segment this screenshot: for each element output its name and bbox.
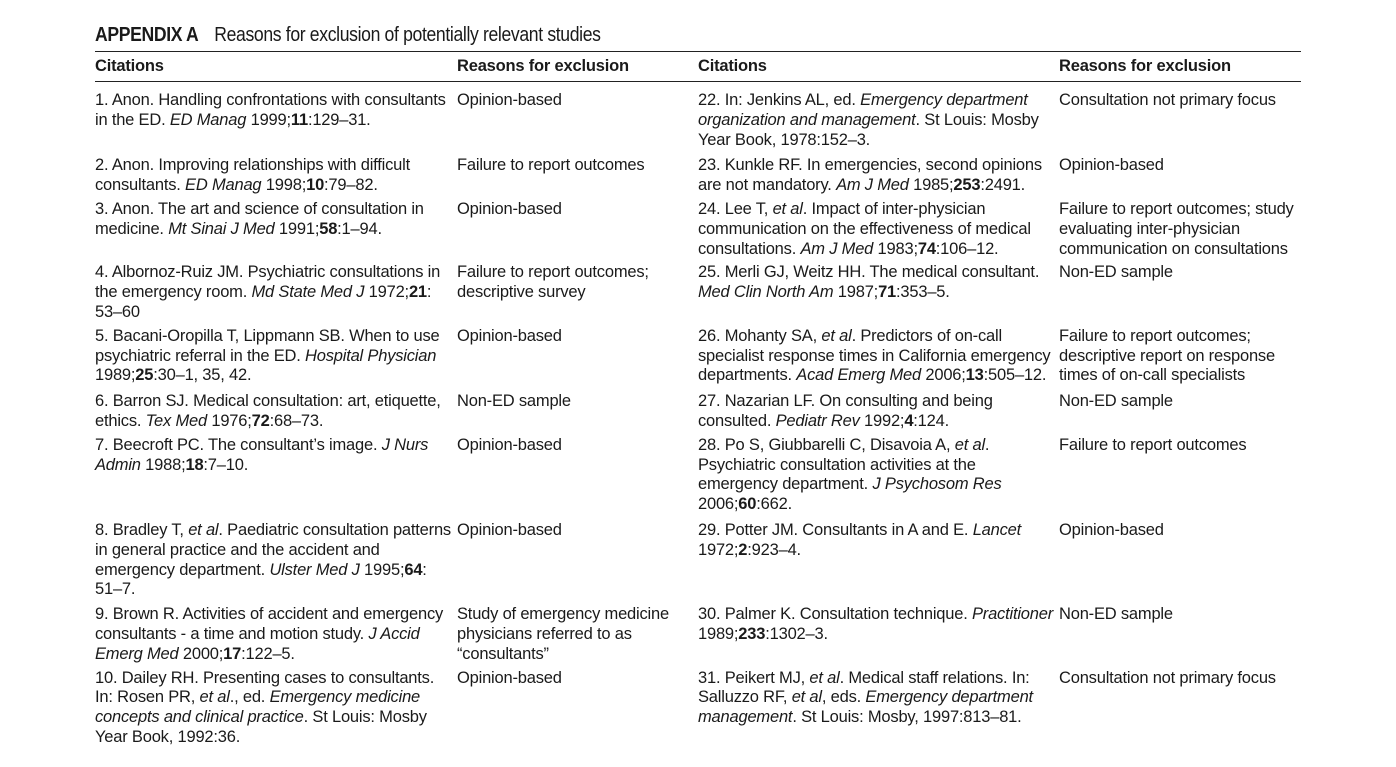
right-citation-cell: 23. Kunkle RF. In emergencies, second opinions are not mandatory. Am J Med 1985;253:2491. bbox=[698, 156, 1042, 195]
left-reason-cell: Failure to report outcomes; descriptive survey bbox=[457, 263, 649, 302]
left-reason-cell: Opinion-based bbox=[457, 199, 562, 218]
appendix-caption: Reasons for exclusion of potentially relevant studies bbox=[214, 24, 601, 46]
right-reason-cell: Opinion-based bbox=[1059, 520, 1164, 539]
right-citation-cell: 28. Po S, Giubbarelli C, Disavoia A, et al. Psychiatric consultation activities at the emergency department. J Psychosom Res 2006;60:662. bbox=[698, 435, 1002, 514]
left-reason-cell: Failure to report outcomes bbox=[457, 156, 645, 175]
left-citation-cell: 5. Bacani-Oropilla T, Lippmann SB. When to use psychiatric referral in the ED. Hospital Physician 1989;25:30–1, 35, 42. bbox=[95, 326, 440, 385]
left-citation-cell: 4. Albornoz-Ruiz JM. Psychiatric consultations in the emergency room. Md State Med J 1972;21: 53–60 bbox=[95, 263, 441, 321]
left-citation-cell: 6. Barron SJ. Medical consultation: art, etiquette, ethics. Tex Med 1976;72:68–73. bbox=[95, 392, 441, 430]
left-citation-cell: 9. Brown R. Activities of accident and emergency consultants - a time and motion study. J Accid Emerg Med 2000;17:122–5. bbox=[95, 605, 444, 663]
header-citations-right: Citations bbox=[698, 57, 767, 75]
appendix-title bbox=[95, 22, 1156, 50]
right-citation-cell: 26. Mohanty SA, et al. Predictors of on-call specialist response times in California emergency departments. Acad Emerg Med 2006;13:505–12. bbox=[698, 326, 1051, 385]
left-reason-cell: Study of emergency medicine physicians referred to as “consultants” bbox=[457, 605, 669, 663]
left-reason-cell: Opinion-based bbox=[457, 91, 562, 109]
appendix-label: APPENDIX A bbox=[95, 24, 199, 46]
right-reason-cell: Non-ED sample bbox=[1059, 605, 1173, 624]
right-citation-cell: 22. In: Jenkins AL, ed. Emergency department organization and management. St Louis: Mosby Year Book, 1978:152–3. bbox=[698, 91, 1039, 149]
header-reasons-right: Reasons for exclusion bbox=[1059, 57, 1231, 75]
header-reasons-left: Reasons for exclusion bbox=[457, 57, 629, 75]
left-citation-cell: 1. Anon. Handling confrontations with consultants in the ED. ED Manag 1999;11:129–31. bbox=[95, 91, 446, 129]
right-reason-cell: Failure to report outcomes; descriptive report on response times of on-call specialists bbox=[1059, 326, 1275, 385]
left-citation-cell: 2. Anon. Improving relationships with difficult consultants. ED Manag 1998;10:79–82. bbox=[95, 156, 410, 195]
right-reason-cell: Consultation not primary focus bbox=[1059, 668, 1276, 687]
header-citations-left: Citations bbox=[95, 57, 164, 75]
left-citation-cell: 10. Dailey RH. Presenting cases to consultants. In: Rosen PR, et al., ed. Emergency medicine concepts and clinical practice. St Louis: Mosby Year Book, 1992:36. bbox=[95, 668, 435, 746]
right-reason-cell: Failure to report outcomes; study evaluating inter-physician communication on consultations bbox=[1059, 199, 1294, 258]
left-reason-cell: Opinion-based bbox=[457, 668, 562, 687]
right-reason-cell: Failure to report outcomes bbox=[1059, 435, 1247, 454]
table-header bbox=[95, 52, 1301, 81]
left-reason-cell: Opinion-based bbox=[457, 326, 562, 345]
table-body bbox=[95, 91, 1301, 752]
left-reason-cell: Opinion-based bbox=[457, 435, 562, 454]
right-reason-cell: Opinion-based bbox=[1059, 156, 1164, 175]
right-citation-cell: 31. Peikert MJ, et al. Medical staff relations. In: Salluzzo RF, et al, eds. Emergency department management. St Louis: Mosby, 1997:813–81. bbox=[698, 668, 1033, 727]
left-citation-cell: 7. Beecroft PC. The consultant’s image. J Nurs Admin 1988;18:7–10. bbox=[95, 435, 429, 474]
right-citation-cell: 29. Potter JM. Consultants in A and E. Lancet 1972;2:923–4. bbox=[698, 520, 1022, 559]
left-reason-cell: Non-ED sample bbox=[457, 392, 571, 411]
left-reason-cell: Opinion-based bbox=[457, 520, 562, 539]
right-citation-cell: 25. Merli GJ, Weitz HH. The medical consultant. Med Clin North Am 1987;71:353–5. bbox=[698, 263, 1040, 302]
appendix-page bbox=[95, 22, 1301, 752]
left-citation-cell: 3. Anon. The art and science of consultation in medicine. Mt Sinai J Med 1991;58:1–94. bbox=[95, 199, 424, 238]
right-reason-cell: Non-ED sample bbox=[1059, 392, 1173, 411]
right-reason-cell: Consultation not primary focus bbox=[1059, 91, 1276, 109]
left-citation-cell: 8. Bradley T, et al. Paediatric consultation patterns in general practice and the accident and emergency department. Ulster Med J 1995;64: 51–7. bbox=[95, 520, 451, 599]
right-citation-cell: 27. Nazarian LF. On consulting and being consulted. Pediatr Rev 1992;4:124. bbox=[698, 392, 993, 430]
right-reason-cell: Non-ED sample bbox=[1059, 263, 1173, 282]
right-citation-cell: 30. Palmer K. Consultation technique. Practitioner 1989;233:1302–3. bbox=[698, 605, 1054, 643]
right-citation-cell: 24. Lee T, et al. Impact of inter-physician communication on the effectiveness of medical consultations. Am J Med 1983;74:106–12. bbox=[698, 199, 1031, 258]
